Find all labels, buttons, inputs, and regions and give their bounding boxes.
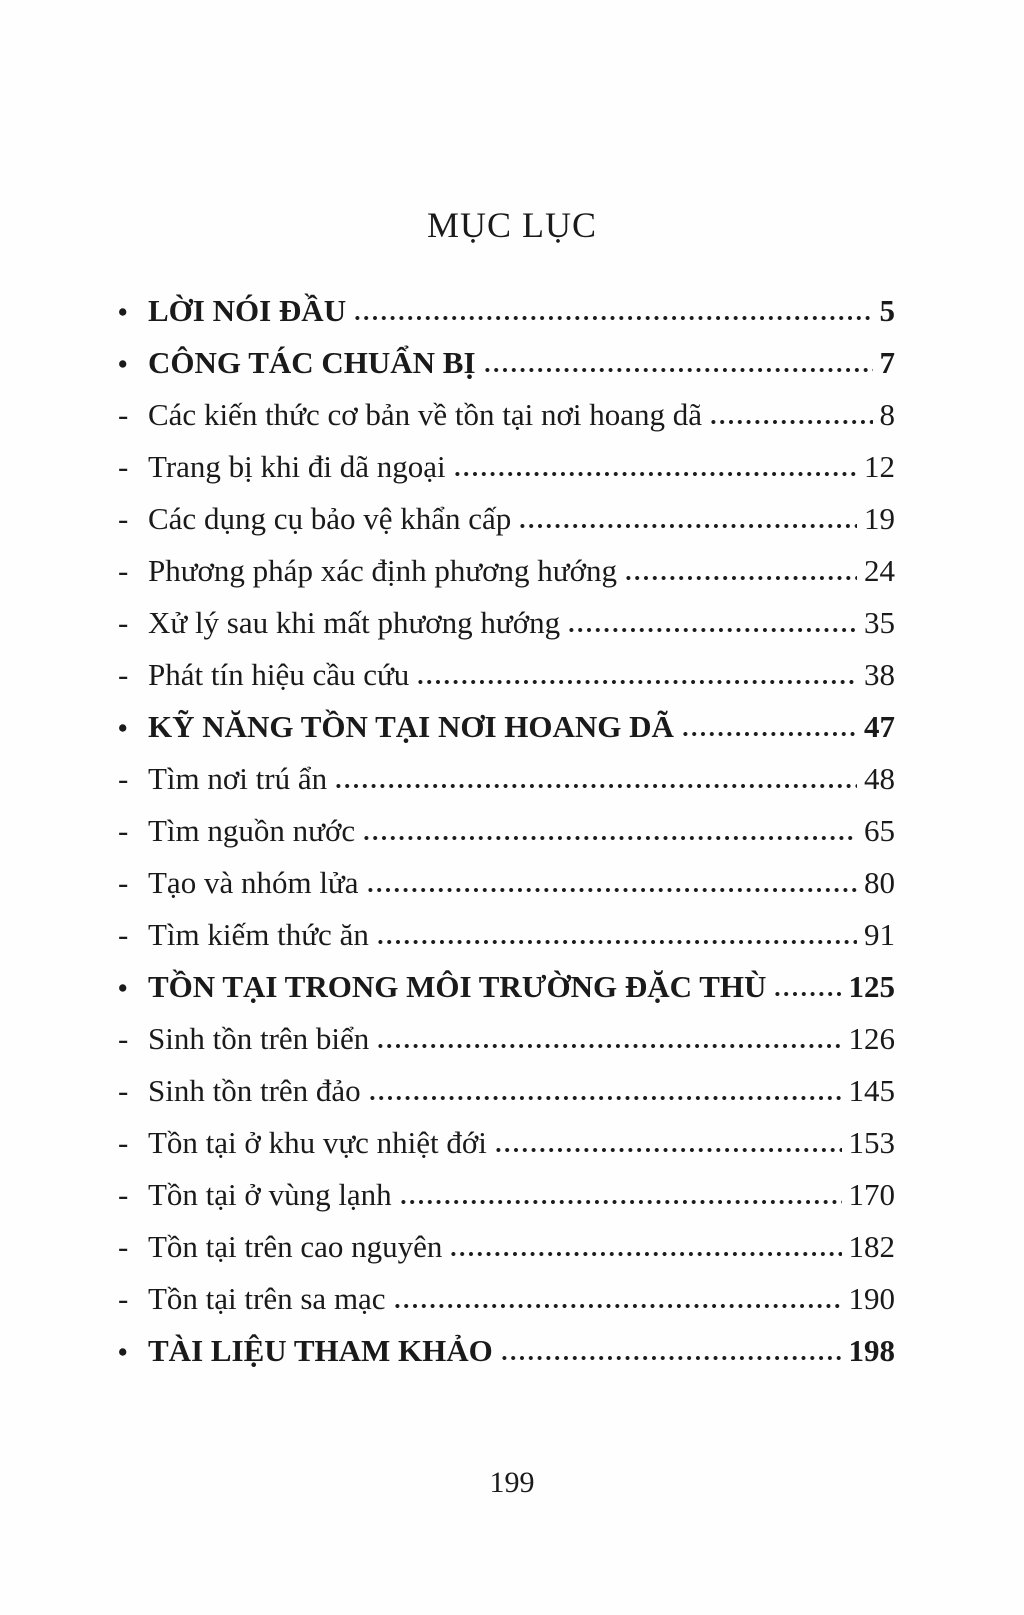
toc-entry	[118, 701, 895, 753]
dot-leader	[368, 1095, 842, 1101]
dot-leader	[449, 1251, 841, 1257]
dash-icon: -	[118, 761, 129, 796]
dash-icon: -	[118, 449, 129, 484]
entry-page-number: 198	[848, 1333, 895, 1368]
toc-entry	[118, 493, 895, 545]
entry-label: Phát tín hiệu cầu cứu	[148, 657, 410, 692]
dot-leader	[362, 835, 857, 841]
entry-page-number: 24	[864, 553, 895, 588]
dot-leader	[416, 679, 857, 685]
dash-icon: -	[118, 813, 129, 848]
entry-label: Tìm kiếm thức ăn	[148, 917, 369, 952]
toc-entry	[118, 1013, 895, 1065]
toc-entry	[118, 441, 895, 493]
dash-icon: -	[118, 865, 129, 900]
entry-page-number: 125	[848, 969, 895, 1004]
dot-leader	[483, 367, 873, 373]
toc-entry	[118, 805, 895, 857]
entry-page-number: 48	[864, 761, 895, 796]
entry-label: Các kiến thức cơ bản về tồn tại nơi hoang dã	[148, 397, 703, 432]
entry-page-number: 80	[864, 865, 895, 900]
dot-leader	[773, 991, 841, 997]
bullet-icon: •	[118, 973, 128, 1003]
bullet-icon: •	[118, 349, 128, 379]
dash-icon: -	[118, 1021, 129, 1056]
bullet-icon: •	[118, 1337, 128, 1367]
entry-page-number: 7	[879, 345, 895, 380]
dot-leader	[366, 887, 858, 893]
page-title: MỤC LỤC	[426, 205, 598, 245]
dash-icon: -	[118, 1073, 129, 1108]
entry-label: Phương pháp xác định phương hướng	[148, 553, 617, 588]
entry-page-number: 47	[864, 709, 895, 744]
entry-label: Tồn tại trên cao nguyên	[148, 1229, 443, 1264]
entry-page-number: 170	[848, 1177, 895, 1212]
dot-leader	[681, 731, 857, 737]
entry-page-number: 35	[864, 605, 895, 640]
entry-page-number: 12	[864, 449, 895, 484]
toc-entry	[118, 1325, 895, 1377]
entry-label: TỒN TẠI TRONG MÔI TRƯỜNG ĐẶC THÙ	[148, 969, 767, 1004]
entry-label: Các dụng cụ bảo vệ khẩn cấp	[148, 501, 512, 536]
toc-entry	[118, 753, 895, 805]
dash-icon: -	[118, 501, 129, 536]
toc-entry	[118, 597, 895, 649]
dash-icon: -	[118, 1229, 129, 1264]
dot-leader	[393, 1303, 842, 1309]
toc-entry	[118, 909, 895, 961]
entry-label: Tồn tại ở khu vực nhiệt đới	[148, 1125, 487, 1160]
dash-icon: -	[118, 553, 129, 588]
toc-entry	[118, 1221, 895, 1273]
dot-leader	[709, 419, 872, 425]
toc-entry	[118, 1169, 895, 1221]
entry-page-number: 19	[864, 501, 895, 536]
entry-label: Tồn tại trên sa mạc	[148, 1281, 386, 1316]
dot-leader	[353, 315, 872, 321]
toc-entry	[118, 857, 895, 909]
entry-label: Trang bị khi đi dã ngoại	[148, 449, 446, 484]
entry-page-number: 153	[848, 1125, 895, 1160]
dot-leader	[376, 939, 857, 945]
entry-label: Sinh tồn trên biển	[148, 1021, 370, 1056]
entry-label: Tìm nơi trú ẩn	[148, 761, 328, 796]
dot-leader	[453, 471, 857, 477]
dash-icon: -	[118, 605, 129, 640]
entry-page-number: 182	[848, 1229, 895, 1264]
entry-label: KỸ NĂNG TỒN TẠI NƠI HOANG DÃ	[148, 709, 674, 744]
entry-label: LỜI NÓI ĐẦU	[148, 293, 347, 328]
footer-page-number: 199	[489, 1466, 535, 1499]
entry-page-number: 38	[864, 657, 895, 692]
dot-leader	[518, 523, 857, 529]
dash-icon: -	[118, 657, 129, 692]
toc-entry	[118, 285, 895, 337]
entry-label: Xử lý sau khi mất phương hướng	[148, 605, 561, 640]
dot-leader	[567, 627, 857, 633]
bullet-icon: •	[118, 713, 128, 743]
entry-page-number: 5	[879, 293, 895, 328]
dash-icon: -	[118, 1125, 129, 1160]
entry-label: Tìm nguồn nước	[148, 813, 356, 848]
dot-leader	[494, 1147, 842, 1153]
toc-list	[118, 285, 895, 1377]
entry-page-number: 8	[879, 397, 895, 432]
entry-page-number: 126	[848, 1021, 895, 1056]
dash-icon: -	[118, 1281, 129, 1316]
toc-entry	[118, 1065, 895, 1117]
dash-icon: -	[118, 1177, 129, 1212]
entry-label: Sinh tồn trên đảo	[148, 1073, 361, 1108]
dot-leader	[399, 1199, 842, 1205]
dot-leader	[334, 783, 857, 789]
toc-entry	[118, 337, 895, 389]
entry-page-number: 145	[848, 1073, 895, 1108]
entry-label: TÀI LIỆU THAM KHẢO	[148, 1333, 493, 1368]
toc-entry	[118, 389, 895, 441]
dash-icon: -	[118, 397, 129, 432]
toc-entry	[118, 1273, 895, 1325]
toc-entry	[118, 961, 895, 1013]
entry-page-number: 91	[864, 917, 895, 952]
bullet-icon: •	[118, 297, 128, 327]
dot-leader	[376, 1043, 841, 1049]
dot-leader	[500, 1355, 842, 1361]
entry-page-number: 190	[848, 1281, 895, 1316]
dot-leader	[624, 575, 857, 581]
entry-label: Tạo và nhóm lửa	[148, 865, 359, 900]
toc-entry	[118, 649, 895, 701]
dash-icon: -	[118, 917, 129, 952]
entry-page-number: 65	[864, 813, 895, 848]
toc-entry	[118, 1117, 895, 1169]
entry-label: Tồn tại ở vùng lạnh	[148, 1177, 392, 1212]
toc-entry	[118, 545, 895, 597]
entry-label: CÔNG TÁC CHUẨN BỊ	[148, 345, 476, 380]
